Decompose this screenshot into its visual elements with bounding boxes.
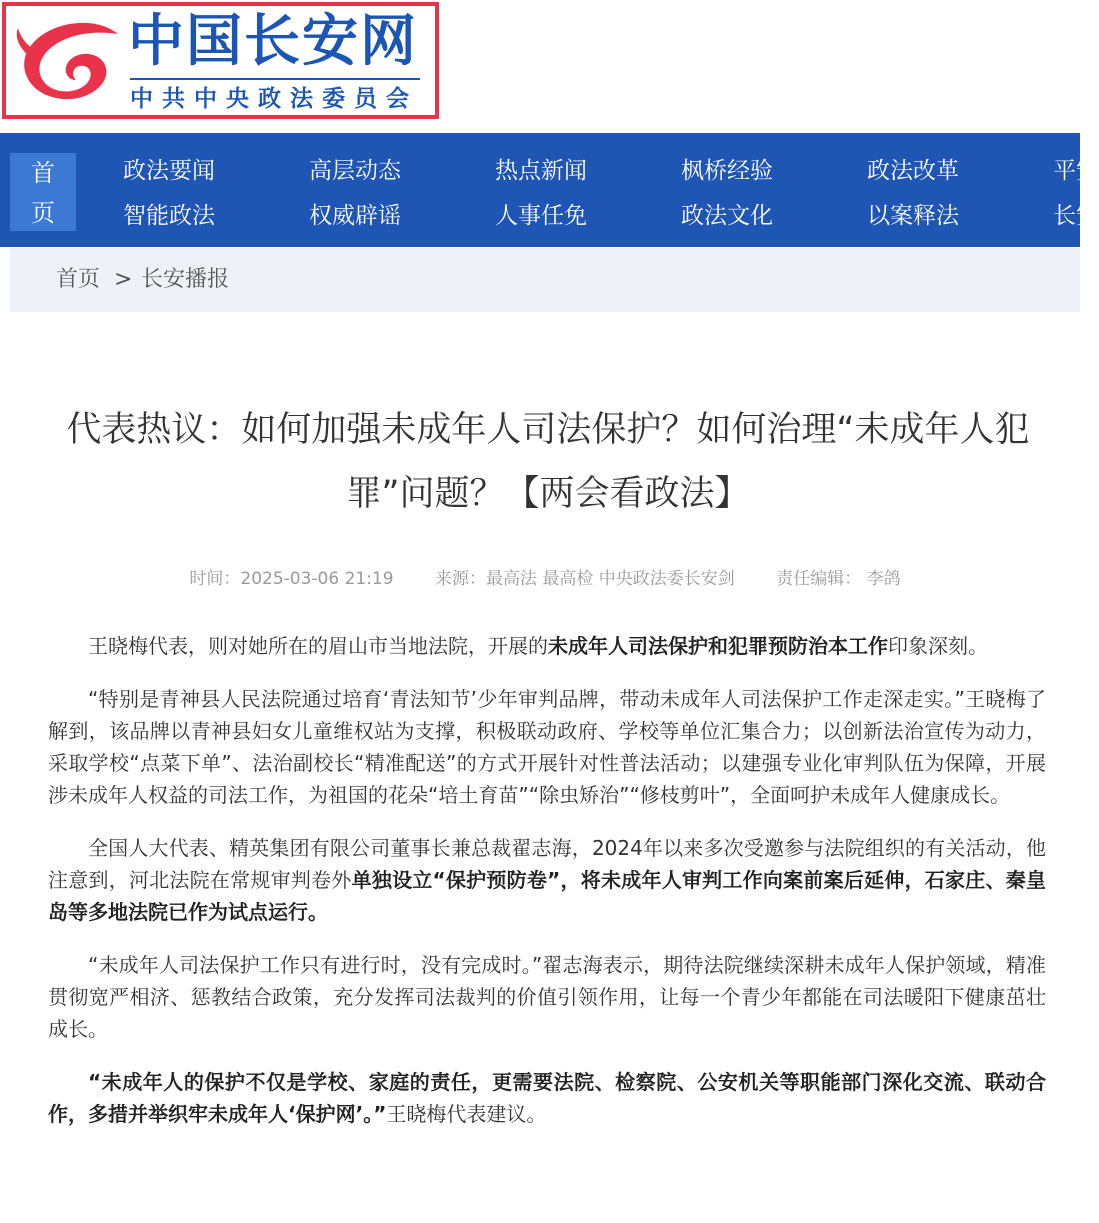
article-source: 来源：最高法 最高检 中央政法委长安剑: [434, 569, 735, 589]
article-paragraph: [48, 832, 1046, 928]
nav-item[interactable]: 政法改革: [867, 158, 959, 184]
article-paragraph: [48, 1066, 1046, 1130]
article-header: [10, 312, 1080, 624]
nav-item[interactable]: 智能政法: [123, 203, 215, 229]
paragraph-text: “特别是青神县人民法院通过培育‘青法知节’少年审判品牌，带动未成年人司法保护工作走深走实。”王晓梅了解到，该品牌以青神县妇女儿童维权站为支撑，积极联动政府、学校等单位汇集合力；以创新法治宣传为动力，采取学校“点菜下单”、法治副校长“精准配送”的方式开展针对性普法活动；以建强专业化审判队伍为保障，开展涉未成年人权益的司法工作，为祖国的花朵“培土育苗”“除虫矫治”“修枝剪叶”，全面呵护未成年人健康成长。: [48, 687, 1046, 807]
site-name: 中国长安网: [128, 9, 418, 74]
nav-home-line1: 首: [31, 159, 55, 187]
article-paragraph: [48, 683, 1046, 811]
paragraph-text: 王晓梅代表，则对她所在的眉山市当地法院，开展的: [88, 634, 548, 658]
paragraph-emphasis: 未成年人司法保护和犯罪预防治本工作: [548, 634, 888, 658]
main-nav: [0, 133, 1099, 247]
breadcrumb-current[interactable]: 长安播报: [141, 267, 230, 292]
article-body: [48, 630, 1046, 1151]
nav-item[interactable]: 枫桥经验: [681, 158, 773, 184]
nav-item[interactable]: 权威辟谣: [309, 203, 401, 229]
paragraph-emphasis: 单独设立“保护预防卷”，将未成年人审判工作向案前案后延伸，石家庄、秦皇岛等多地法院已作为试点运行。: [48, 868, 1047, 924]
article-editor: 责任编辑： 李鸽: [776, 569, 901, 589]
paragraph-text: “未成年人司法保护工作只有进行时，没有完成时。”翟志海表示，期待法院继续深耕未成年人保护领域，精准贯彻宽严相济、惩教结合政策，充分发挥司法裁判的价值引领作用，让每一个青少年都能在司法暖阳下健康茁壮成长。: [48, 953, 1046, 1041]
nav-item[interactable]: 政法要闻: [123, 158, 215, 184]
article-paragraph: [48, 949, 1046, 1045]
article-paragraph: [48, 630, 1046, 662]
article-title: 代表热议：如何加强未成年人司法保护？如何治理“未成年人犯罪”问题？【两会看政法】: [66, 410, 1030, 514]
paragraph-text: 印象深刻。: [888, 634, 988, 658]
nav-item[interactable]: 热点新闻: [495, 158, 587, 184]
publish-time: 时间：2025-03-06 21:19: [189, 569, 394, 589]
paragraph-emphasis: “未成年人的保护不仅是学校、家庭的责任，更需要法院、检察院、公安机关等职能部门深化交流、联动合作，多措并举织牢未成年人‘保护网’。”: [48, 1070, 1046, 1126]
paragraph-text: 王晓梅代表建议。: [386, 1102, 547, 1126]
nav-item[interactable]: 长安: [1053, 203, 1099, 229]
nav-item[interactable]: 政法文化: [681, 203, 773, 229]
nav-item[interactable]: 高层动态: [309, 158, 401, 184]
site-logo[interactable]: [2, 2, 439, 119]
nav-item[interactable]: 以案释法: [867, 203, 959, 229]
nav-item[interactable]: 人事任免: [495, 203, 587, 229]
article-meta: [10, 564, 1080, 589]
logo-divider: [130, 78, 420, 80]
nav-home-line2: 页: [31, 199, 55, 227]
breadcrumb: [10, 248, 1080, 312]
logo-swirl-icon: [14, 20, 122, 102]
paragraph-text: 全国人大代表、精英集团有限公司董事长兼总裁翟志海，2024年以来多次受邀参与法院组织的有关活动，他注意到，河北法院在常规审判卷外: [48, 836, 1046, 892]
breadcrumb-home[interactable]: 首页: [56, 267, 101, 292]
site-subtitle: 中共中央政法委员会: [130, 86, 418, 112]
nav-item[interactable]: 平安: [1053, 158, 1099, 184]
breadcrumb-separator: >: [114, 267, 133, 292]
nav-home[interactable]: [10, 153, 76, 231]
